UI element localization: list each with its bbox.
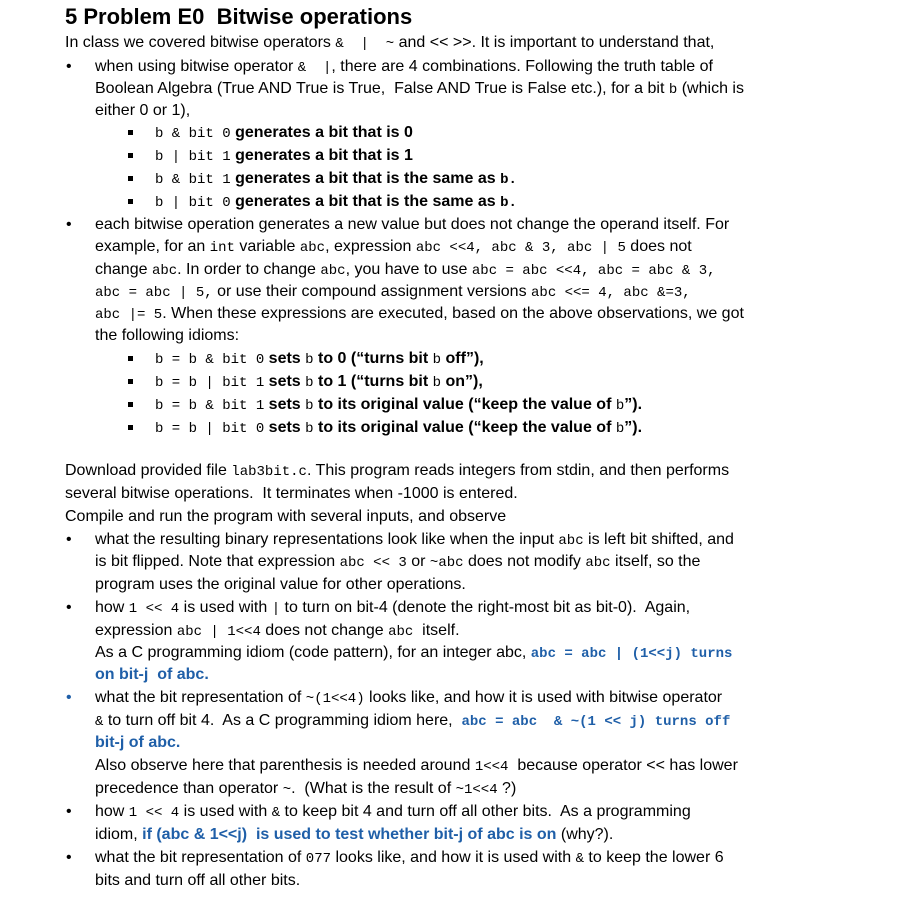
text: does not change bbox=[260, 622, 389, 639]
text: , expression bbox=[325, 238, 416, 255]
text: generates a bit that is the same as bbox=[230, 193, 501, 210]
obs2-line1 bbox=[95, 598, 690, 619]
text: As a C programming idiom (code pattern), for an integer abc, bbox=[95, 644, 531, 661]
bullet-dot: • bbox=[66, 803, 72, 820]
code: ~abc bbox=[429, 555, 464, 571]
download-line1 bbox=[65, 461, 729, 482]
code: ~(1<<4) bbox=[305, 691, 365, 707]
text: sets bbox=[264, 373, 306, 390]
text: (which is bbox=[677, 80, 744, 97]
obs1-line3: program uses the original value for other operations. bbox=[95, 576, 466, 593]
intro-text: In class we covered bitwise operators bbox=[65, 34, 336, 51]
code: int bbox=[209, 240, 235, 256]
code: b | bit 0 bbox=[155, 195, 231, 211]
section-heading: 5 Problem E0 Bitwise operations bbox=[65, 4, 413, 29]
square-bullet bbox=[128, 176, 133, 181]
intro-paragraph bbox=[65, 33, 714, 54]
text: sets bbox=[264, 396, 306, 413]
bullet1-line2 bbox=[95, 79, 744, 100]
code: b bbox=[432, 375, 442, 391]
code: b bbox=[668, 82, 678, 98]
text: to its original value (“keep the value of bbox=[313, 396, 616, 413]
code: b & bit 1 bbox=[155, 172, 231, 188]
bullet-dot: • bbox=[66, 689, 72, 706]
bullet-dot: • bbox=[66, 599, 72, 616]
text: change bbox=[95, 261, 152, 278]
code: b | bit 1 bbox=[155, 149, 231, 165]
truth-item bbox=[155, 146, 413, 167]
intro-text-2: and << >>. It is important to understand that, bbox=[394, 34, 715, 51]
code: 1 << 4 bbox=[128, 601, 180, 617]
text: Download provided file bbox=[65, 462, 232, 479]
code: b bbox=[305, 375, 314, 391]
intro-operators: & | ~ bbox=[335, 36, 395, 52]
text: generates a bit that is 1 bbox=[230, 147, 413, 164]
code: abc bbox=[151, 263, 178, 279]
bullet2-line2 bbox=[95, 237, 692, 258]
truth-item bbox=[155, 123, 413, 144]
obs4-line1 bbox=[95, 802, 691, 823]
text: to 0 (“turns bit bbox=[313, 350, 433, 367]
code: abc << 3 bbox=[339, 555, 407, 571]
code: b & bit 0 bbox=[155, 126, 231, 142]
code: b bbox=[305, 352, 314, 368]
code: abc bbox=[320, 263, 346, 279]
code: abc bbox=[585, 555, 611, 571]
square-bullet bbox=[128, 130, 133, 135]
text: to keep the lower 6 bbox=[583, 849, 724, 866]
bullet2-line5 bbox=[95, 304, 744, 325]
download-line2: several bitwise operations. It terminates when -1000 is entered. bbox=[65, 485, 518, 502]
obs2-line3 bbox=[95, 643, 732, 664]
text: off”), bbox=[441, 350, 484, 367]
obs4-line2 bbox=[95, 825, 613, 845]
bullet-dot: • bbox=[66, 531, 72, 548]
obs2-line2 bbox=[95, 621, 460, 642]
idiom-item bbox=[155, 372, 483, 393]
code: ~ bbox=[282, 782, 292, 798]
text: to keep bit 4 and turn off all other bits. As a programming bbox=[280, 803, 691, 820]
text: itself, so the bbox=[610, 553, 701, 570]
code: abc bbox=[299, 240, 326, 256]
obs3-line5 bbox=[95, 779, 516, 800]
square-bullet bbox=[128, 402, 133, 407]
text: ?) bbox=[497, 780, 517, 797]
code: abc bbox=[558, 533, 584, 549]
code: abc <<= 4, abc &=3, bbox=[531, 285, 691, 301]
code: 1 << 4 bbox=[128, 805, 180, 821]
code: ~1<<4 bbox=[455, 782, 498, 798]
text: how bbox=[95, 599, 129, 616]
code: 077 bbox=[305, 851, 332, 867]
square-bullet bbox=[128, 379, 133, 384]
text: to turn on bit-4 (denote the right-most bit as bit-0). Again, bbox=[280, 599, 691, 616]
bullet2-line1: each bitwise operation generates a new value but does not change the operand itself. For bbox=[95, 216, 730, 233]
obs3-line4 bbox=[95, 756, 738, 777]
code: b bbox=[305, 398, 314, 414]
text: itself. bbox=[413, 622, 460, 639]
code: b. bbox=[500, 195, 517, 211]
code: 1<<4 bbox=[474, 759, 509, 775]
code: | bbox=[271, 601, 281, 617]
bullet2-line3 bbox=[95, 260, 716, 281]
bullet1-line1 bbox=[95, 57, 713, 78]
obs3-line3: bit-j of abc. bbox=[95, 734, 181, 751]
idiom-code: if (abc & 1<<j) is used to test whether bit-j of abc is on bbox=[142, 826, 557, 843]
text: sets bbox=[264, 350, 306, 367]
text: generates a bit that is the same as bbox=[230, 170, 501, 187]
text: to its original value (“keep the value of bbox=[313, 419, 616, 436]
code: & bbox=[271, 805, 281, 821]
square-bullet bbox=[128, 199, 133, 204]
bullet-dot: • bbox=[66, 849, 72, 866]
text: expression bbox=[95, 622, 177, 639]
bullet2-line6: the following idioms: bbox=[95, 327, 240, 344]
obs2-line4: on bit-j of abc. bbox=[95, 666, 209, 683]
text: does not modify bbox=[463, 553, 586, 570]
text: Also observe here that parenthesis is needed around bbox=[95, 757, 475, 774]
text: is used with bbox=[179, 803, 272, 820]
obs1-line1 bbox=[95, 530, 734, 551]
code: b bbox=[432, 352, 442, 368]
idiom-item bbox=[155, 395, 642, 416]
text: is used with bbox=[179, 599, 272, 616]
square-bullet bbox=[128, 153, 133, 158]
text: because operator << has lower bbox=[508, 757, 738, 774]
square-bullet bbox=[128, 356, 133, 361]
text: ”). bbox=[624, 396, 643, 413]
code: abc bbox=[388, 624, 414, 640]
bullet-dot: • bbox=[66, 216, 72, 233]
code: abc <<4, abc & 3, abc | 5 bbox=[415, 240, 626, 256]
text: . (What is the result of bbox=[291, 780, 456, 797]
text: idiom, bbox=[95, 826, 143, 843]
text: example, for an bbox=[95, 238, 210, 255]
text: to turn off bit 4. As a C programming idiom here, bbox=[103, 712, 462, 729]
text: . When these expressions are executed, based on the above observations, we got bbox=[162, 305, 744, 322]
text: looks like, and how it is used with bitwise operator bbox=[364, 689, 723, 706]
text: . In order to change bbox=[177, 261, 321, 278]
bullet1-line3: either 0 or 1), bbox=[95, 102, 191, 119]
truth-item bbox=[155, 192, 517, 213]
text: , you have to use bbox=[345, 261, 472, 278]
square-bullet bbox=[128, 425, 133, 430]
text: ”). bbox=[624, 419, 643, 436]
code: abc = abc | 5, bbox=[95, 285, 213, 301]
text: is left bit shifted, and bbox=[583, 531, 734, 548]
text: sets bbox=[264, 419, 306, 436]
code: abc = abc <<4, abc = abc & 3, bbox=[471, 263, 716, 279]
code: b. bbox=[500, 172, 517, 188]
text: what the resulting binary representations look like when the input bbox=[95, 531, 559, 548]
text: how bbox=[95, 803, 129, 820]
code: abc | 1<<4 bbox=[176, 624, 261, 640]
bullet-dot: • bbox=[66, 58, 72, 75]
idiom-code: abc = abc | (1<<j) turns bbox=[530, 646, 733, 662]
text: what the bit representation of bbox=[95, 689, 306, 706]
idiom-item bbox=[155, 349, 484, 370]
code: b = b | bit 0 bbox=[155, 421, 265, 437]
text: looks like, and how it is used with bbox=[331, 849, 576, 866]
code: b = b & bit 1 bbox=[155, 398, 265, 414]
obs1-line2 bbox=[95, 552, 700, 573]
text: or use their compound assignment versions bbox=[212, 283, 532, 300]
text: , there are 4 combinations. Following the truth table of bbox=[331, 58, 713, 75]
code: & bbox=[575, 851, 584, 867]
text: is bit flipped. Note that expression bbox=[95, 553, 340, 570]
code: b bbox=[615, 421, 625, 437]
text: (why?). bbox=[556, 826, 614, 843]
text: Boolean Algebra (True AND True is True, False AND True is False etc.), for a bit bbox=[95, 80, 669, 97]
code: & | bbox=[297, 60, 332, 76]
code: b = b & bit 0 bbox=[155, 352, 265, 368]
text: what the bit representation of bbox=[95, 849, 306, 866]
text: when using bitwise operator bbox=[95, 58, 298, 75]
text: precedence than operator bbox=[95, 780, 283, 797]
idiom-code: abc = abc & ~(1 << j) turns off bbox=[461, 714, 731, 730]
code: abc |= 5 bbox=[95, 307, 163, 323]
text: variable bbox=[234, 238, 300, 255]
text: generates a bit that is 0 bbox=[230, 124, 413, 141]
text: . This program reads integers from stdin, and then performs bbox=[306, 462, 730, 479]
obs5-line2: bits and turn off all other bits. bbox=[95, 872, 301, 889]
text: to 1 (“turns bit bbox=[313, 373, 433, 390]
code: b = b | bit 1 bbox=[155, 375, 265, 391]
bullet2-line4 bbox=[95, 282, 691, 303]
idiom-item bbox=[155, 418, 642, 439]
obs3-line1 bbox=[95, 688, 722, 709]
code: b bbox=[615, 398, 625, 414]
text: does not bbox=[625, 238, 692, 255]
obs5-line1 bbox=[95, 848, 724, 869]
text: on”), bbox=[441, 373, 483, 390]
text: or bbox=[406, 553, 430, 570]
code: & bbox=[95, 714, 104, 730]
file-name: lab3bit.c bbox=[231, 464, 307, 480]
code: b bbox=[305, 421, 314, 437]
download-line3: Compile and run the program with several inputs, and observe bbox=[65, 508, 507, 525]
truth-item bbox=[155, 169, 517, 190]
obs3-line2 bbox=[95, 711, 730, 732]
